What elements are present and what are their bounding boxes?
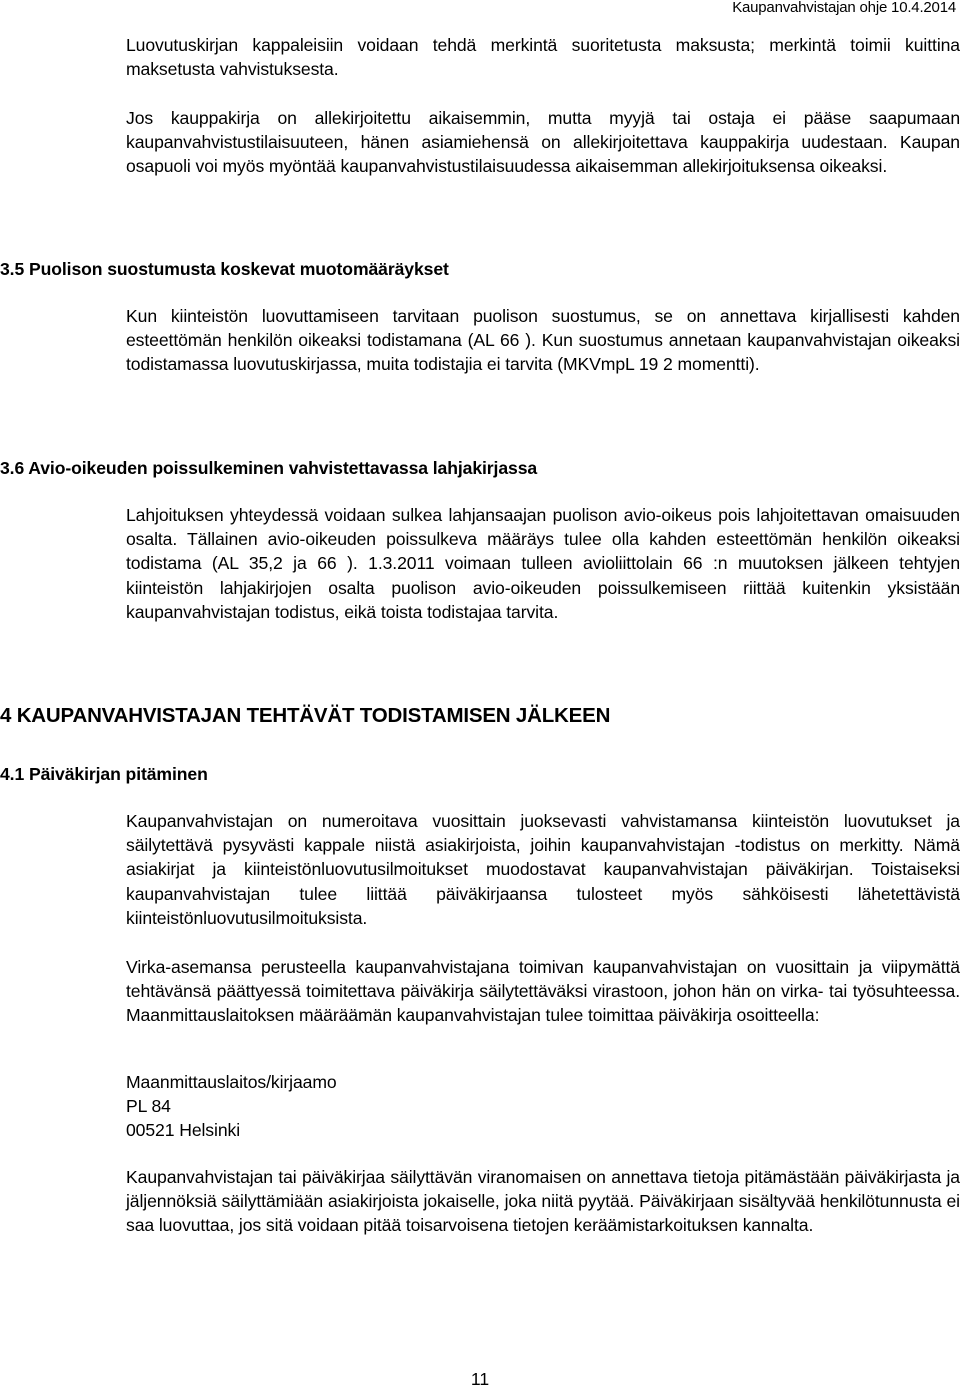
paragraph-diary-disclosure: Kaupanvahvistajan tai päiväkirjaa säilyttävän viranomaisen on annettava tietoja pitämästään päiväkirjasta ja jäljennöksiä säilyttämiään asiakirjoista jokaiselle, joka niitä pyytää. Päiväkirjaan sisältyvää henkilötunnusta ei saa luovuttaa, jos sitä voidaan pitää toisarvoisena tietojen keräämistarkoituksen kannalta. [126,1167,960,1236]
section-heading-3-6: 3.6 Avio-oikeuden poissulkeminen vahvistettavassa lahjakirjassa [0,458,538,478]
paragraph-signature-renewal: Jos kauppakirja on allekirjoitettu aikaisemmin, mutta myyjä tai ostaja ei pääse saapumaan kaupanvahvistustilaisuuteen, hänen asiamiehensä on allekirjoitettava kauppakirja uudestaan. Kaupan osapuoli voi myös myöntää kaupanvahvistustilaisuudessa aikaisemman allekirjoituksensa oikeaksi. [126,108,960,177]
paragraph-marital-right-exclusion: Lahjoituksen yhteydessä voidaan sulkea lahjansaajan puolison avio-oikeus pois lahjoitettavan omaisuuden osalta. Tällainen avio-oikeuden poissulkeva määräys tulee olla kahden esteettömän henkilön oikeaksi todistama (AL 35,2 ja 66 ). 1.3.2011 voimaan tulleen avioliittolain 66 :n muutoksen jälkeen tehtyjen kiinteistön lahjakirjojen osalta puolison avio-oikeuden poissulkemiseen riittää kuitenkin yksistään kaupanvahvistajan todistus, eikä toista todistajaa tarvita. [126,505,960,622]
address-block [126,1070,960,1143]
address-line-po-box: PL 84 [126,1096,171,1117]
address-line-postal-city: 00521 Helsinki [126,1120,241,1141]
paragraph-diary-submission: Virka-asemansa perusteella kaupanvahvistajana toimivan kaupanvahvistajan on vuosittain ja viipymättä tehtävänsä päättyessä toimitettava päiväkirja säilytettäväksi virastoon, johon hän on virka- tai työsuhteessa. Maanmittauslaitoksen määräämän kaupanvahvistajan tulee toimittaa päiväkirja osoitteella: [126,957,960,1026]
paragraph-spouse-consent: Kun kiinteistön luovuttamiseen tarvitaan puolison suostumus, se on annettava kirjallisesti kahden esteettömän henkilön oikeaksi todistamana (AL 66 ). Kun suostumus annetaan kaupanvahvistajan oikeaksi todistamassa luovutuskirjassa, muita todistajia ei tarvita (MKVmpL 19 2 momentti). [126,306,960,375]
paragraph-payment-note: Luovutuskirjan kappaleisiin voidaan tehdä merkintä suoritetusta maksusta; merkintä toimii kuittina maksetusta vahvistuksesta. [126,35,960,80]
paragraph-diary-keeping: Kaupanvahvistajan on numeroitava vuosittain juoksevasti vahvistamansa kiinteistön luovutukset ja säilytettävä pysyvästi kappale niistä asiakirjoista, joihin kaupanvahvistajan -todistus on merkitty. Nämä asiakirjat ja kiinteistönluovutusilmoitukset muodostavat kaupanvahvistajan päiväkirjan. Toistaiseksi kaupanvahvistajan tulee liittää päiväkirjaansa tulosteet myös sähköisesti lähetettävistä kiinteistönluovutusilmoituksista. [126,811,960,928]
page-number: 11 [470,1369,490,1389]
section-heading-3-5: 3.5 Puolison suostumusta koskevat muotomääräykset [0,259,449,279]
section-heading-4-1: 4.1 Päiväkirjan pitäminen [0,764,208,784]
address-line-office: Maanmittauslaitos/kirjaamo [126,1072,337,1092]
chapter-heading-4: 4 KAUPANVAHVISTAJAN TEHTÄVÄT TODISTAMISEN JÄLKEEN [0,704,611,727]
running-header: Kaupanvahvistajan ohje 10.4.2014 [732,0,956,16]
